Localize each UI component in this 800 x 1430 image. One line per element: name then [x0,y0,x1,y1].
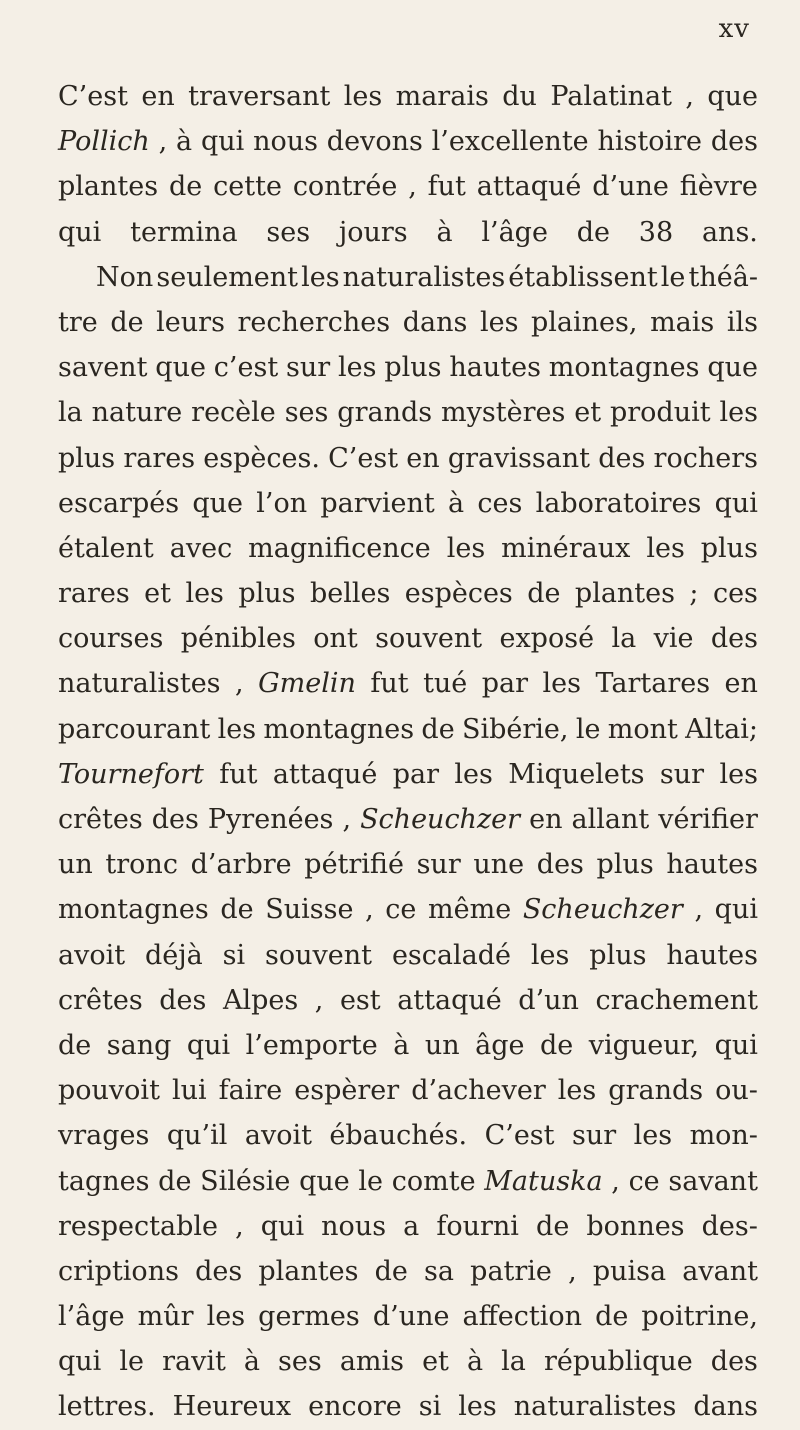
word: amis [339,1346,405,1378]
word: montagnes [263,713,415,745]
word: sang [106,1029,172,1061]
word: d’achever [411,1075,546,1107]
word: attaqué [397,984,502,1016]
word: vigueur, [588,1029,700,1061]
word: crêtes [58,804,143,835]
text-line [58,1294,758,1339]
word: allant [571,804,650,835]
word: ravit [162,1346,226,1378]
italic-name: Scheuchzer [522,894,683,926]
word: de [536,1210,570,1242]
word: que [155,352,206,384]
word: république [543,1346,693,1378]
word: que [707,81,758,112]
word: des [598,442,646,474]
word: ce [385,894,417,926]
word: plaines, [531,306,638,338]
word: Palatinat [550,81,672,112]
word: hautes [666,939,758,971]
word: plus [596,849,654,881]
text-line [58,119,758,164]
text-line [58,1249,758,1294]
word: hautes [666,849,758,881]
word: crêtes [58,984,143,1016]
word: des- [701,1210,758,1242]
word: déjà [145,939,203,971]
word: d’une [592,171,669,203]
word: Sibérie, [462,713,569,745]
word: lettres. [58,1391,156,1423]
word: montagnes [58,894,209,926]
word: ces [712,578,758,610]
word: les [719,758,758,790]
word: leurs [156,306,225,338]
word: si [222,939,246,971]
text-line [58,164,758,209]
word: crachement [595,984,758,1016]
word: , [158,126,168,158]
text-line [58,526,758,571]
word: sur [571,1120,617,1152]
word: sur [416,849,461,881]
word: de [421,713,455,745]
text-line [58,616,758,661]
word: les [633,1120,673,1152]
word: un [424,1029,460,1061]
word: c’est [213,352,279,384]
word: l’on [256,487,308,519]
word: le [575,713,601,745]
word: qui [58,1346,102,1378]
word: qui [714,894,758,926]
word: des [151,804,199,835]
word: par [481,668,529,700]
word: devons [326,126,423,158]
word: qui [714,1029,758,1061]
word: patrie [470,1255,552,1287]
word: attaqué [272,758,378,790]
word: que [299,1165,350,1197]
word: des [710,126,758,158]
word: qu’il [166,1120,228,1152]
italic-name: Pollich [58,126,150,158]
word: et [422,1346,449,1378]
word: les [454,758,493,790]
word: marais [395,81,489,112]
word: sa [424,1255,454,1287]
word: de [220,894,254,926]
word: à [176,126,193,158]
text-line [58,210,758,255]
word: pénibles [180,623,296,655]
word: savant [668,1165,758,1197]
word: ses [266,216,311,248]
word: qui [260,1210,305,1242]
word: d’un [518,984,579,1016]
word: à [448,487,465,519]
italic-name: Gmelin [258,668,356,700]
word: les [206,1301,246,1333]
word: des [195,1255,243,1287]
word: souvent [265,939,373,971]
word: l’âge [58,1301,125,1333]
word: les [557,1075,597,1107]
word: fut [219,758,258,790]
word: ils [726,306,758,338]
text-line [58,1159,758,1204]
word: histoire [597,126,702,158]
word: germes [258,1301,360,1333]
word: C’est [484,1120,555,1152]
italic-name: Matuska [484,1165,603,1197]
word: seulement [156,261,299,293]
word: des [710,1346,758,1378]
word: un [58,849,93,881]
word: de [58,1029,92,1061]
text-line [58,255,758,300]
word: Altai; [685,713,758,745]
word: poitrine, [641,1301,758,1333]
word: étalent [58,532,154,564]
word: les [185,578,224,610]
word: plus [384,352,442,384]
text-line [58,345,758,390]
word: rares [123,442,196,474]
word: encore [308,1391,402,1423]
word: en [141,81,175,112]
word: recèle [191,397,276,429]
word: C’est [58,81,128,112]
word: produit [609,397,711,429]
word: puisa [592,1255,667,1287]
text-line [58,436,758,481]
word: est [339,984,381,1016]
word: que [707,352,758,384]
word: espèces. [203,442,320,474]
word: , [611,1165,620,1197]
word: des [710,623,758,655]
word: plus [58,442,116,474]
word: grands [337,397,433,429]
word: avoit [58,939,126,971]
word: que [192,487,243,519]
word: minéraux [501,532,631,564]
word: théâ- [688,261,758,293]
word: les [542,668,581,700]
text-line [58,571,758,616]
word: une [473,849,525,881]
word: plus [238,578,296,610]
word: et [144,578,172,610]
word: ont [313,623,358,655]
word: le [119,1346,144,1378]
word: naturalistes [513,1391,677,1423]
word: lui [171,1075,207,1107]
word: dans [402,306,468,338]
word: qui [714,487,758,519]
text-line [58,390,758,435]
text-line [58,1068,758,1113]
word: vrages [58,1120,150,1152]
word: montagnes [548,352,700,384]
word: contrée [292,171,398,203]
word: ces [477,487,523,519]
word: pétrifié [304,849,404,881]
word: la [501,1346,526,1378]
word: si [418,1391,442,1423]
word: naturalistes [342,261,506,293]
text-line [58,797,758,842]
word: ou- [715,1075,758,1107]
word: avant [682,1255,758,1287]
word: Suisse [265,894,354,926]
word: courses [58,623,164,655]
word: fourni [436,1210,519,1242]
text-line [58,933,758,978]
italic-name: Tournefort [58,758,204,790]
word: , [342,804,352,835]
word: mûr [137,1301,194,1333]
word: plantes [574,578,675,610]
word: exposé [499,623,595,655]
word: mais [650,306,715,338]
word: Non [96,261,154,293]
word: la [611,623,637,655]
word: à [243,1346,260,1378]
word: tronc [105,849,178,881]
word: l’emporte [245,1029,378,1061]
word: tué [423,668,468,700]
word: termina [130,216,238,248]
word: rares [58,578,130,610]
word: le [660,261,686,293]
word: respectable [58,1210,218,1242]
word: en [529,804,563,835]
word: d’une [372,1301,450,1333]
word: Miquelets [508,758,645,790]
word: recherches [237,306,391,338]
word: espèces [404,578,513,610]
word: de [595,1301,629,1333]
word: , [365,894,374,926]
word: par [392,758,440,790]
word: les [458,1391,497,1423]
word: de [374,1255,408,1287]
word: des [159,984,207,1016]
word: ; [689,578,699,610]
word: de [158,1165,192,1197]
word: établissent [508,261,658,293]
word: , [685,81,694,112]
text-line [58,1384,758,1429]
word: laboratoires [535,487,702,519]
word: , [694,894,704,926]
word: vérifier [658,804,758,835]
word: à [466,1346,484,1378]
word: de [527,578,561,610]
word: a [403,1210,420,1242]
word: nous [253,126,318,158]
word: fut [427,171,466,203]
word: C’est [328,442,399,474]
word: le [358,1165,384,1197]
word: qui [58,216,102,248]
word: Heureux [172,1391,292,1423]
word: nature [91,397,183,429]
body-text [58,74,758,1430]
word: grands [608,1075,704,1107]
text-line [58,978,758,1023]
word: mon- [689,1120,758,1152]
word: fut [370,668,409,700]
word: affection [462,1301,583,1333]
word: parvient [320,487,435,519]
word: Tartares [595,668,711,700]
word: du [502,81,537,112]
word: naturalistes [58,668,221,700]
word: ans. [701,216,758,248]
word: bonnes [586,1210,685,1242]
text-line [58,707,758,752]
word: les [719,397,758,429]
word: d’arbre [190,849,292,881]
text-line [58,1204,758,1249]
word: plus [700,532,758,564]
word: espèrer [294,1075,400,1107]
word: de [576,216,610,248]
word: souvent [375,623,483,655]
word: Silésie [200,1165,291,1197]
word: plus [589,939,647,971]
word: magnificence [248,532,431,564]
word: de [110,306,144,338]
word: criptions [58,1255,179,1287]
text-line [58,887,758,932]
word: , [408,171,417,203]
word: à [436,216,453,248]
text-line [58,1113,758,1158]
text-line [58,661,758,706]
word: qui [186,1029,231,1061]
word: tagnes [58,1165,150,1197]
italic-name: Scheuchzer [360,804,521,835]
word: avec [169,532,233,564]
word: de [539,1029,574,1061]
word: plantes [58,171,159,203]
word: plantes [258,1255,359,1287]
word: l’excellente [431,126,589,158]
word: les [446,532,486,564]
text-line [58,74,758,119]
word: les [338,352,377,384]
word: savent [58,352,148,384]
word: pouvoit [58,1075,160,1107]
word: mont [607,713,678,745]
word: dans [693,1391,758,1423]
word: gravissant [447,442,591,474]
word: et [574,397,602,429]
word: , [314,984,324,1016]
text-line [58,1023,758,1068]
word: sur [659,758,705,790]
word: à [393,1029,410,1061]
word: de [168,171,203,203]
word: attaqué [476,171,582,203]
word: belles [309,578,391,610]
word: , [235,668,244,700]
word: les [343,81,383,112]
page-number: xv [718,14,750,44]
word: l’âge [481,216,548,248]
word: traversant [188,81,331,112]
word: ce [628,1165,660,1197]
word: cette [213,171,282,203]
word: âge [475,1029,525,1061]
word: fièvre [679,171,758,203]
word: Alpes [222,984,299,1016]
word: même [428,894,512,926]
word: ébauchés. [329,1120,468,1152]
word: , [568,1255,577,1287]
word: tre [58,306,98,338]
word: en [724,668,758,700]
word: parcourant [58,713,211,745]
text-line [58,481,758,526]
word: les [301,261,340,293]
word: nous [321,1210,387,1242]
word: rochers [653,442,758,474]
word: ses [284,397,329,429]
word: sur [286,352,331,384]
word: escaladé [391,939,511,971]
word: qui [200,126,245,158]
word: comte [391,1165,476,1197]
word: ses [278,1346,322,1378]
word: escarpés [58,487,180,519]
word: les [217,713,257,745]
text-line [58,752,758,797]
word: en [406,442,440,474]
word: hautes [449,352,541,384]
text-line [58,842,758,887]
word: faire [218,1075,283,1107]
word: les [479,306,519,338]
word: vie [653,623,694,655]
text-line [58,1339,758,1384]
word: jours [338,216,408,248]
word: , [235,1210,244,1242]
word: les [530,939,570,971]
word: la [58,397,83,429]
word: avoit [244,1120,312,1152]
word: les [646,532,685,564]
word: des [536,849,584,881]
text-line [58,300,758,345]
word: 38 [638,216,674,248]
word: mystères [441,397,566,429]
word: Pyrenées [207,804,334,835]
